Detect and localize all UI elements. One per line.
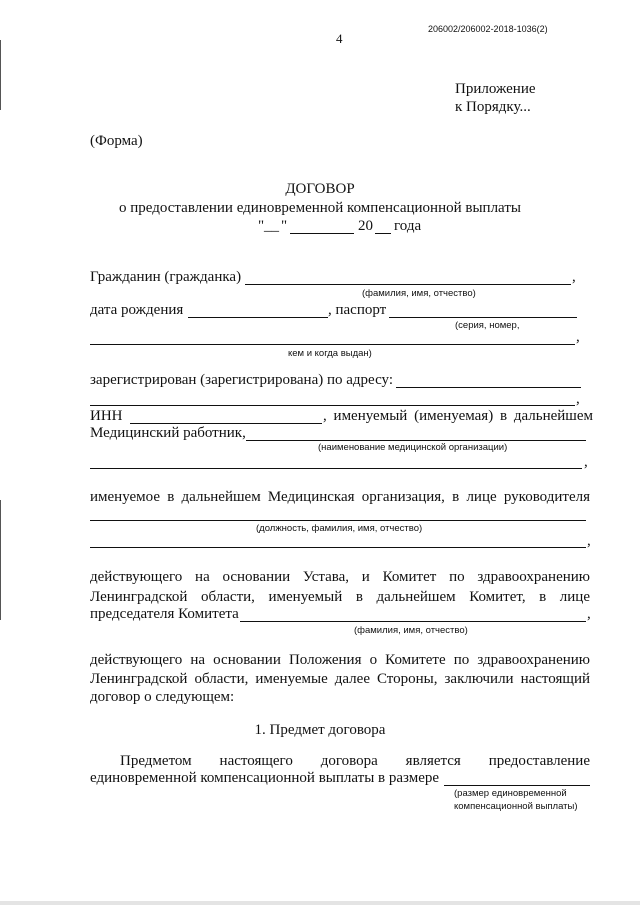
page-number: 4: [336, 31, 343, 46]
contract-subtitle: о предоставлении единовременной компенсационной выплаты: [119, 200, 521, 216]
address-line-2: [90, 405, 575, 406]
acting-regulation-line3: договор о следующем:: [90, 689, 235, 705]
comma: ,: [576, 329, 580, 345]
medic-label: Медицинский работник,: [90, 425, 246, 441]
date-year-suffix: года: [394, 218, 422, 234]
org-name-line: [246, 440, 586, 441]
acting-charter-line1: действующего на основании Устава, и Комитет по здравоохранению: [90, 569, 590, 585]
passport-line: [389, 317, 577, 318]
citizen-name-hint: (фамилия, имя, отчество): [362, 288, 476, 299]
inn-label: ИНН: [90, 408, 123, 424]
chairman-hint: (фамилия, имя, отчество): [354, 625, 468, 636]
date-month-line: [290, 233, 354, 234]
date-year-prefix: 20: [358, 218, 373, 234]
director-line: [90, 520, 586, 521]
form-label: (Форма): [90, 133, 143, 149]
acting-regulation-line2: Ленинградской области, именуемые далее Стороны, заключили настоящий: [90, 671, 590, 687]
passport-hint: (серия, номер,: [455, 320, 520, 331]
chairman-line: [240, 621, 586, 622]
org-named-text: именуемое в дальнейшем Медицинская организация, в лице руководителя: [90, 489, 590, 505]
citizen-label: Гражданин (гражданка): [90, 269, 242, 285]
scan-edge-top: [0, 40, 1, 110]
registered-label: зарегистрирован (зарегистрирована) по адресу:: [90, 372, 394, 388]
address-line: [396, 387, 581, 388]
acting-charter-line2: Ленинградской области, именуемый в дальнейшем Комитет, в лице: [90, 589, 590, 605]
contract-title: ДОГОВОР: [285, 181, 355, 197]
section-1-heading: 1. Предмет договора: [254, 722, 386, 738]
section-1-text-line1: Предметом настоящего договора является предоставление: [120, 753, 590, 769]
org-name-line-2: [90, 468, 582, 469]
passport-issued-line: [90, 344, 575, 345]
document-number: 206002/206002-2018-1036(2): [428, 24, 548, 34]
director-line-2: [90, 547, 586, 548]
comma: ,: [584, 454, 588, 470]
appendix-reference: к Порядку...: [455, 99, 531, 115]
amount-hint-line2: компенсационной выплаты): [454, 801, 578, 812]
acting-regulation-line1: действующего на основании Положения о Комитете по здравоохранению: [90, 652, 590, 668]
scan-edge-bottom: [0, 500, 1, 620]
director-hint: (должность, фамилия, имя, отчество): [256, 523, 423, 534]
date-quote-open: ": [258, 218, 265, 234]
birth-date-line: [188, 317, 328, 318]
comma: ,: [587, 606, 591, 622]
section-1-text-line2: единовременной компенсационной выплаты в размере: [90, 770, 440, 786]
passport-label: , паспорт: [328, 302, 387, 318]
scan-bottom-edge: [0, 901, 640, 905]
date-year-line: [375, 233, 391, 234]
appendix-title: Приложение: [455, 81, 536, 97]
date-day-blank: __: [264, 218, 279, 234]
comma: ,: [587, 533, 591, 549]
inn-named-text: , именуемый (именуемая) в дальнейшем: [323, 408, 593, 424]
comma: ,: [572, 269, 576, 285]
birth-label: дата рождения: [90, 302, 184, 318]
date-quote-close: ": [281, 218, 288, 234]
amount-hint-line1: (размер единовременной: [454, 788, 567, 799]
amount-line: [444, 785, 590, 786]
passport-issued-hint: кем и когда выдан): [288, 348, 372, 359]
chairman-label: председателя Комитета: [90, 606, 239, 622]
org-name-hint: (наименование медицинской организации): [318, 442, 508, 453]
comma: ,: [576, 391, 580, 407]
citizen-name-line: [245, 284, 571, 285]
